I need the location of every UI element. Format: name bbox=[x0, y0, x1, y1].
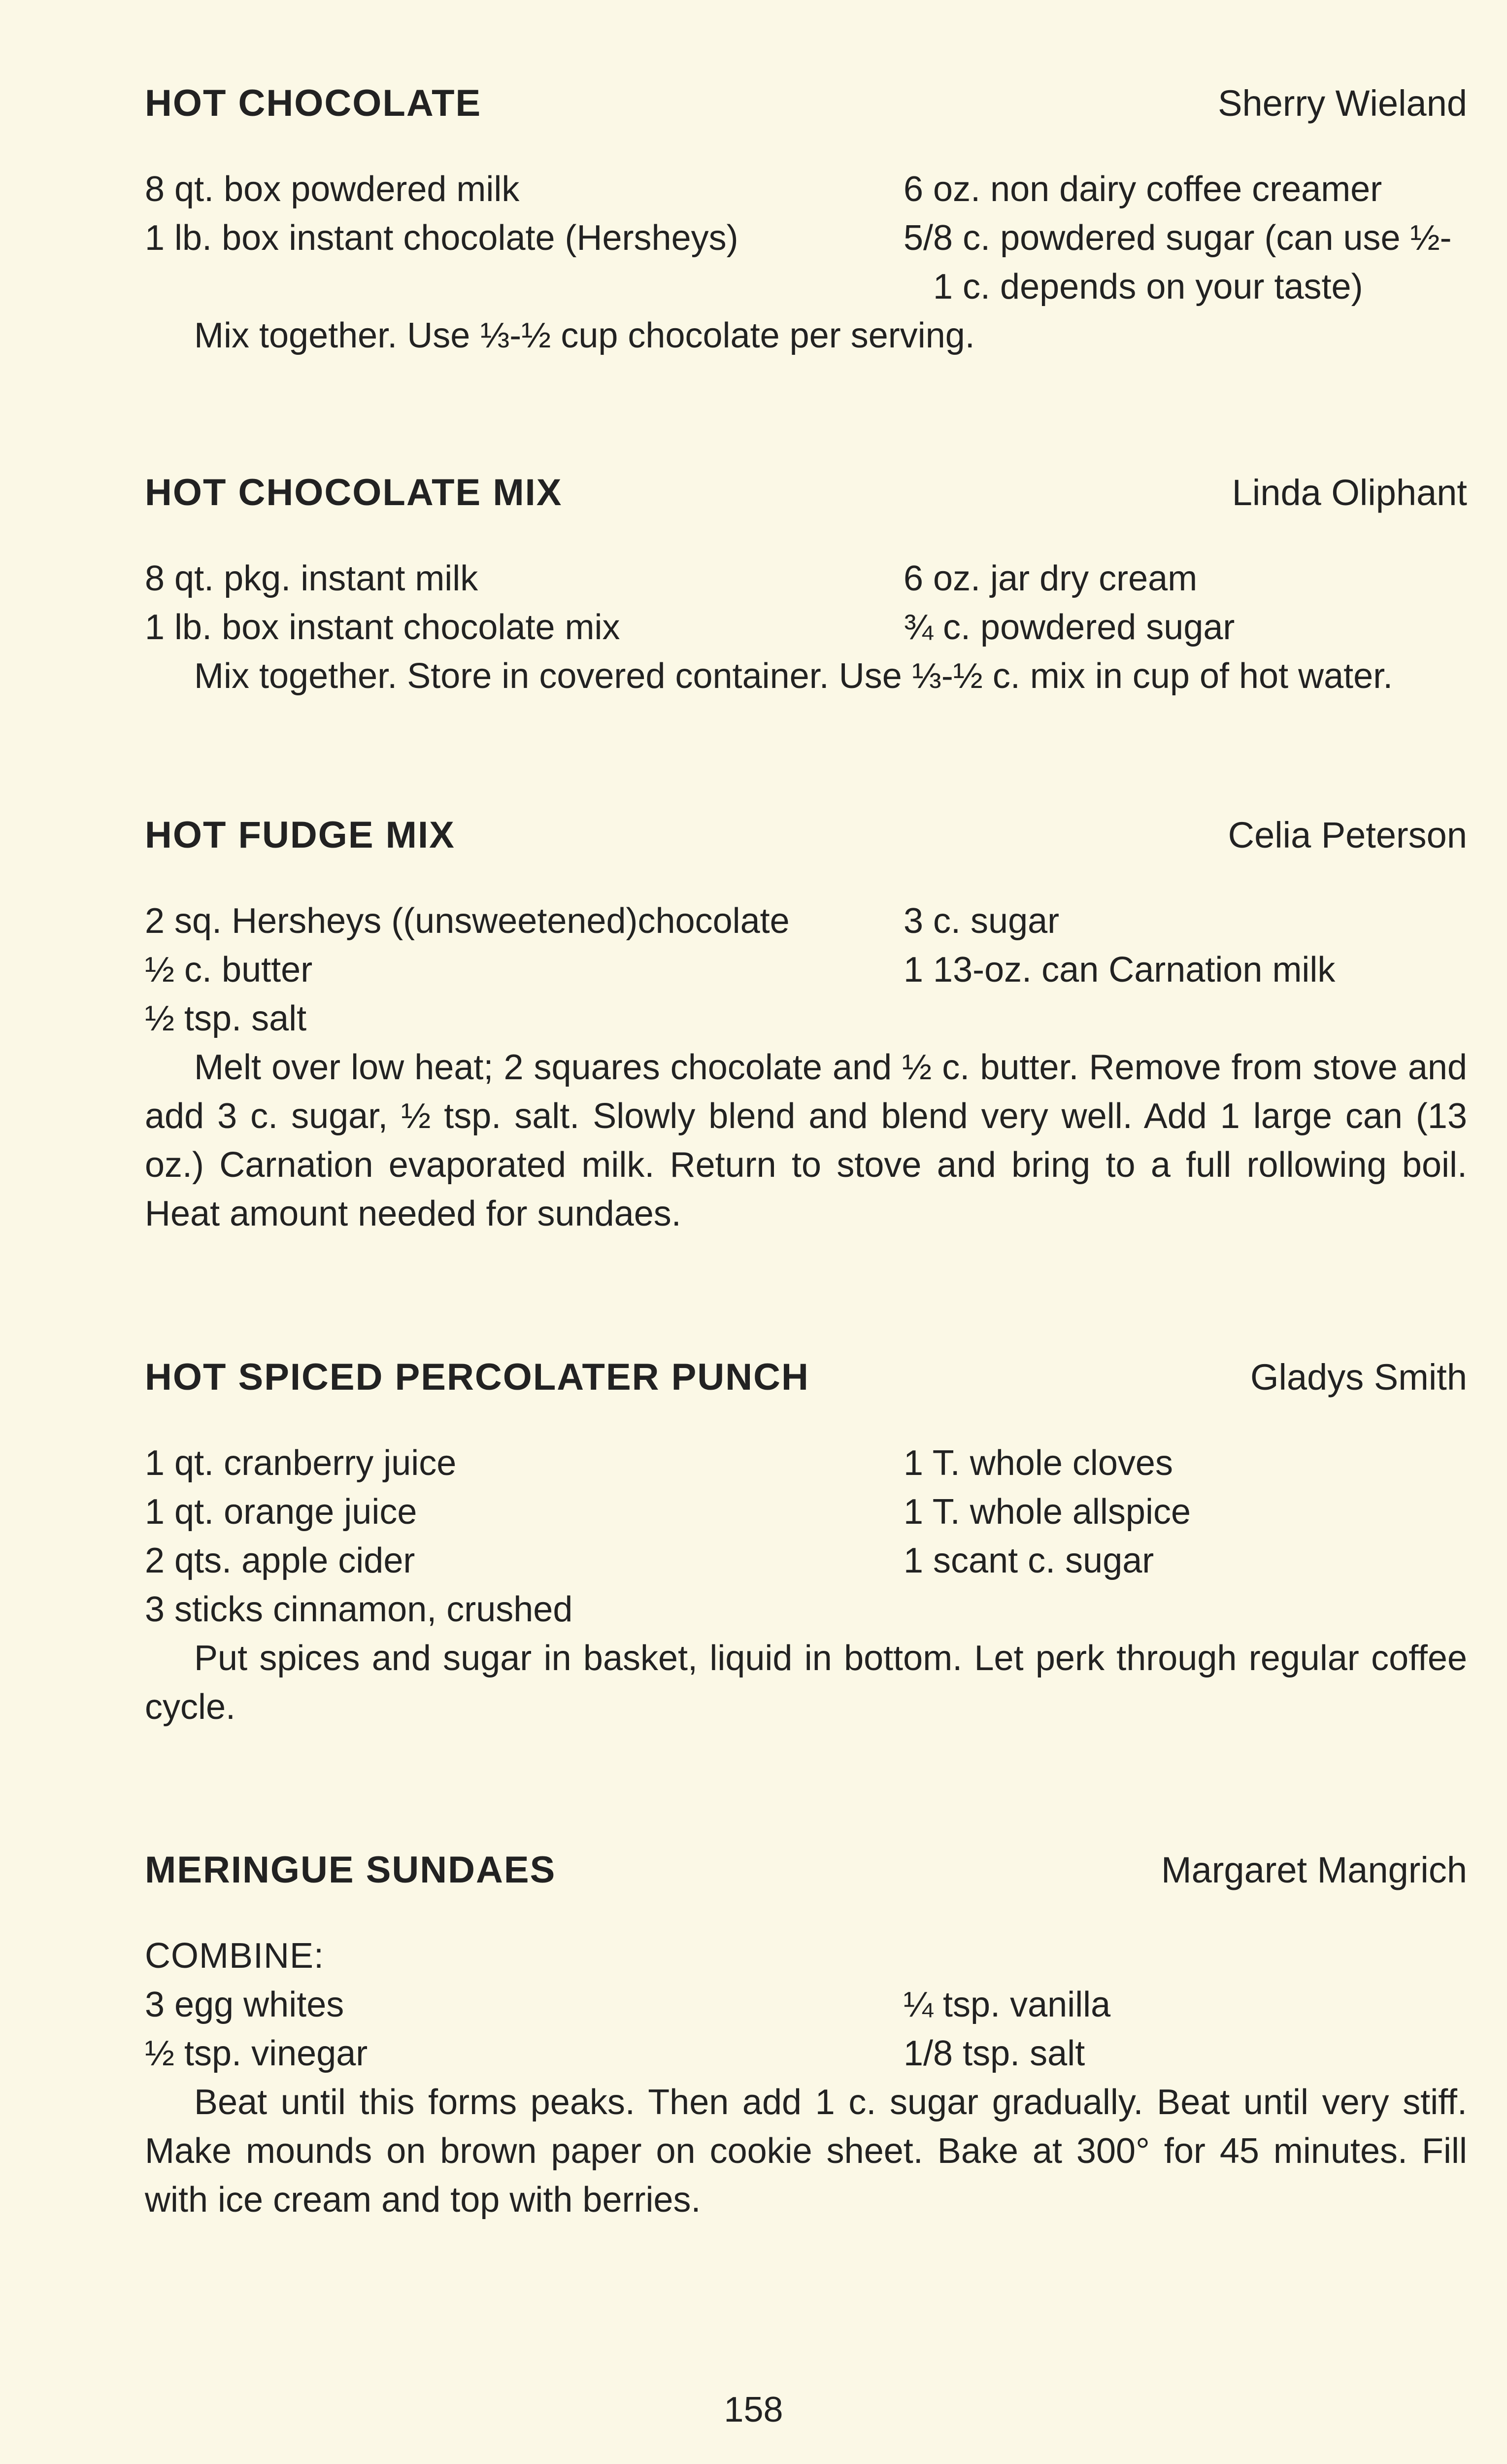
ingredient: 1 lb. box instant chocolate (Hersheys) bbox=[145, 218, 738, 258]
ingredient-continued: 1 c. depends on your taste) bbox=[933, 267, 1363, 307]
ingredient-row bbox=[145, 994, 1467, 1043]
recipe-header bbox=[145, 1350, 1467, 1404]
recipe-author: Gladys Smith bbox=[1250, 1357, 1467, 1398]
ingredient: 8 qt. pkg. instant milk bbox=[145, 559, 478, 598]
ingredient-list bbox=[145, 1439, 1467, 1634]
recipe-header bbox=[145, 808, 1467, 862]
recipe-hot-chocolate bbox=[145, 76, 1467, 360]
ingredient: 3 sticks cinnamon, crushed bbox=[145, 1590, 573, 1629]
recipe-title: HOT FUDGE MIX bbox=[145, 814, 455, 856]
recipe-hot-spiced-percolater-punch bbox=[145, 1350, 1467, 1732]
recipe-instructions: Beat until this forms peaks. Then add 1 c. sugar gradually. Beat until very stiff. Make mounds on brown paper on cookie sheet. Bake at 300° for 45 minutes. Fill with ice cream and top with berries. bbox=[145, 2083, 1467, 2220]
recipe-title: HOT CHOCOLATE bbox=[145, 82, 482, 124]
recipe-author: Sherry Wieland bbox=[1218, 83, 1467, 124]
recipe-header bbox=[145, 466, 1467, 520]
ingredient-row bbox=[145, 897, 1467, 946]
ingredient: 2 sq. Hersheys ((unsweetened)chocolate bbox=[145, 901, 790, 941]
ingredient: 3 c. sugar bbox=[904, 901, 1060, 941]
ingredient: ½ c. butter bbox=[145, 950, 313, 990]
ingredient-row bbox=[145, 1537, 1467, 1585]
recipe-header bbox=[145, 76, 1467, 131]
ingredient-row bbox=[145, 554, 1467, 603]
recipe-instructions: Put spices and sugar in basket, liquid in bottom. Let perk through regular coffee cycle. bbox=[145, 1639, 1467, 1727]
ingredient: 1 scant c. sugar bbox=[904, 1541, 1154, 1580]
recipe-title: MERINGUE SUNDAES bbox=[145, 1849, 556, 1891]
ingredient: 6 oz. jar dry cream bbox=[904, 559, 1198, 598]
ingredient: 1 lb. box instant chocolate mix bbox=[145, 608, 620, 647]
ingredient-row bbox=[145, 946, 1467, 994]
recipe-author: Margaret Mangrich bbox=[1161, 1849, 1467, 1890]
page-number: 158 bbox=[724, 2390, 783, 2430]
ingredient: ¼ tsp. vanilla bbox=[904, 1985, 1111, 2024]
ingredient-row bbox=[145, 2029, 1467, 2078]
recipe-author: Linda Oliphant bbox=[1232, 472, 1467, 513]
ingredient-list bbox=[145, 1981, 1467, 2078]
ingredient: 1 qt. cranberry juice bbox=[145, 1443, 457, 1483]
ingredient: ½ tsp. salt bbox=[145, 999, 307, 1038]
recipe-author: Celia Peterson bbox=[1228, 815, 1467, 856]
ingredient-row bbox=[145, 1488, 1467, 1537]
ingredient: 8 qt. box powdered milk bbox=[145, 170, 520, 209]
recipe-instructions: Mix together. Use ⅓-½ cup chocolate per serving. bbox=[194, 316, 975, 355]
recipe-instructions: Mix together. Store in covered container. Use ⅓-½ c. mix in cup of hot water. bbox=[194, 656, 1393, 696]
ingredient-list bbox=[145, 897, 1467, 1043]
ingredient: ¾ c. powdered sugar bbox=[904, 608, 1235, 647]
recipe-hot-chocolate-mix bbox=[145, 466, 1467, 701]
ingredient: 2 qts. apple cider bbox=[145, 1541, 415, 1580]
ingredient: 1 T. whole allspice bbox=[904, 1492, 1191, 1532]
ingredient-row bbox=[145, 1981, 1467, 2029]
recipe-meringue-sundaes bbox=[145, 1843, 1467, 2224]
ingredient-list bbox=[145, 554, 1467, 652]
ingredient: ½ tsp. vinegar bbox=[145, 2034, 368, 2073]
recipe-header bbox=[145, 1843, 1467, 1897]
ingredient: 6 oz. non dairy coffee creamer bbox=[904, 170, 1382, 209]
ingredient-row bbox=[145, 1585, 1467, 1634]
recipe-title: HOT SPICED PERCOLATER PUNCH bbox=[145, 1356, 809, 1398]
ingredient: 1 13-oz. can Carnation milk bbox=[904, 950, 1336, 990]
ingredient-row bbox=[145, 263, 1467, 311]
ingredient-row bbox=[145, 603, 1467, 652]
ingredient: 1 qt. orange juice bbox=[145, 1492, 417, 1532]
recipe-title: HOT CHOCOLATE MIX bbox=[145, 472, 563, 513]
ingredient-row bbox=[145, 214, 1467, 263]
combine-label: COMBINE: bbox=[145, 1936, 325, 1976]
ingredient: 1/8 tsp. salt bbox=[904, 2034, 1085, 2073]
ingredient: 1 T. whole cloves bbox=[904, 1443, 1173, 1483]
ingredient-row bbox=[145, 1439, 1467, 1488]
ingredient-list bbox=[145, 165, 1467, 311]
recipe-hot-fudge-mix bbox=[145, 808, 1467, 1238]
recipe-instructions: Melt over low heat; 2 squares chocolate and ½ c. butter. Remove from stove and add 3 c. sugar, ½ tsp. salt. Slowly blend and blend very well. Add 1 large can (13 oz.) Carnation evaporated milk. Return to stove and bring to a full rollowing boil. Heat amount needed for sundaes. bbox=[145, 1048, 1467, 1233]
ingredient-row bbox=[145, 165, 1467, 214]
ingredient: 5/8 c. powdered sugar (can use ½- bbox=[904, 218, 1452, 258]
ingredient: 3 egg whites bbox=[145, 1985, 344, 2024]
